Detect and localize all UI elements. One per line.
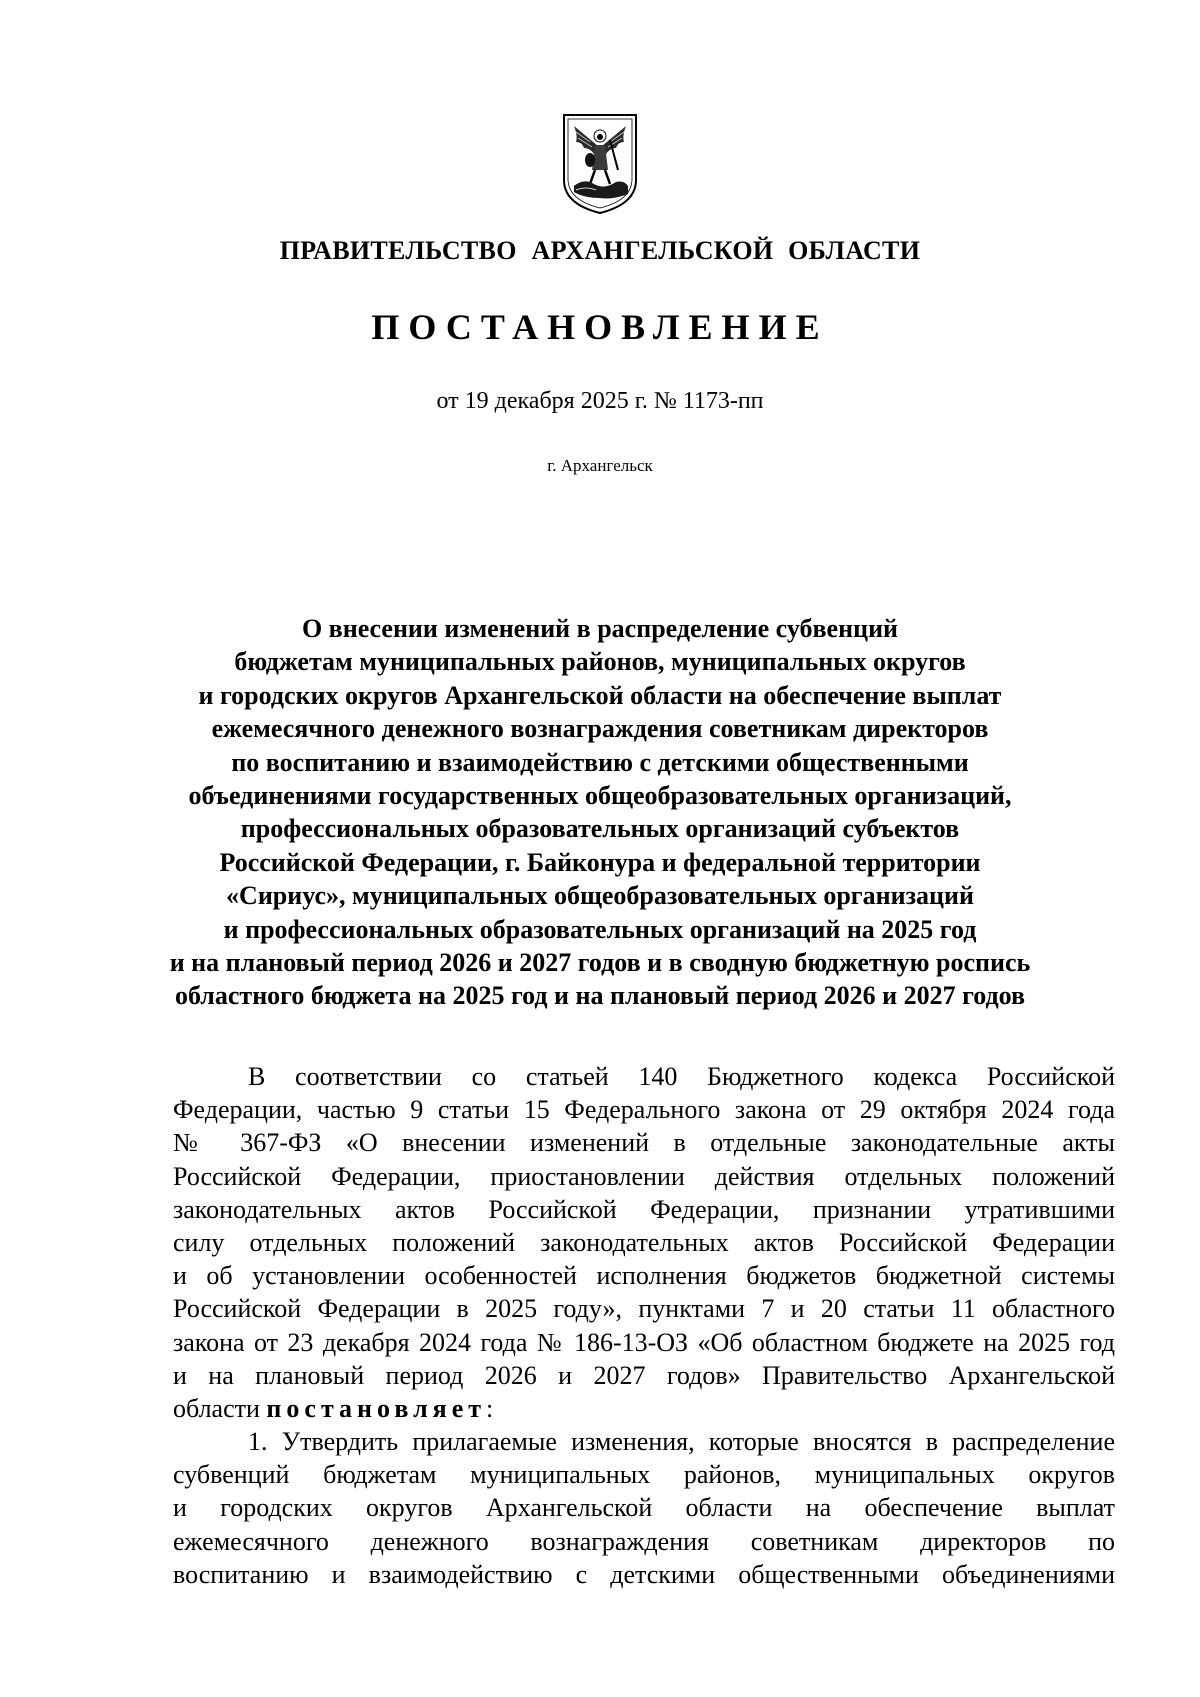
body-line: силу отдельных положений законодательных актов Российской Федерации <box>173 1227 1115 1257</box>
coat-of-arms-emblem <box>560 112 640 216</box>
document-city: г. Архангельск <box>547 456 653 475</box>
document-subject <box>150 612 1050 1013</box>
body-line: Российской Федерации в 2025 году», пунктами 7 и 20 статьи 11 областного <box>173 1294 1115 1324</box>
subject-line: и на плановый период 2026 и 2027 годов и в сводную бюджетную роспись <box>169 948 1031 978</box>
resolves-keyword: постановляет <box>266 1393 487 1423</box>
subject-line: профессиональных образовательных организаций субъектов <box>240 814 960 844</box>
subject-line: и профессиональных образовательных организаций на 2025 год <box>223 914 977 944</box>
body-line: воспитанию и взаимодействию с детскими общественными объединениями <box>173 1559 1115 1589</box>
subject-line: по воспитанию и взаимодействию с детскими общественными <box>231 747 969 777</box>
body-line: субвенций бюджетам муниципальных районов, муниципальных округов <box>173 1460 1115 1490</box>
subject-line: «Сириус», муниципальных общеобразовательных организаций <box>226 881 974 911</box>
subject-line: объединениями государственных общеобразовательных организаций, <box>188 781 1012 811</box>
subject-line: областного бюджета на 2025 год и на плановый период 2026 и 2027 годов <box>174 981 1026 1011</box>
body-line: ежемесячного денежного вознаграждения советникам директоров по <box>173 1526 1115 1556</box>
body-line: и городских округов Архангельской области на обеспечение выплат <box>173 1493 1115 1523</box>
document-date-number: от 19 декабря 2025 г. № 1173-пп <box>436 388 764 414</box>
document-body <box>173 1060 1115 1591</box>
subject-line: Российской Федерации, г. Байконура и федеральной территории <box>219 847 981 877</box>
body-line-suffix: : <box>486 1393 494 1423</box>
body-line: 1. Утвердить прилагаемые изменения, которые вносятся в распределение <box>248 1427 1115 1457</box>
body-line: № 367-ФЗ «О внесении изменений в отдельные законодательные акты <box>173 1128 1115 1158</box>
body-line-prefix: области <box>173 1393 267 1423</box>
subject-line: бюджетам муниципальных районов, муниципальных округов <box>234 647 966 677</box>
government-title: ПРАВИТЕЛЬСТВО АРХАНГЕЛЬСКОЙ ОБЛАСТИ <box>279 236 921 265</box>
document-type-title: ПОСТАНОВЛЕНИЕ <box>371 307 829 347</box>
body-line-resolves <box>173 1392 1115 1425</box>
subject-line: и городских округов Архангельской области на обеспечение выплат <box>198 680 1002 710</box>
body-line: и на плановый период 2026 и 2027 годов» Правительство Архангельской <box>173 1360 1115 1390</box>
subject-line: ежемесячного денежного вознаграждения советникам директоров <box>211 714 989 744</box>
body-line: В соответствии со статьей 140 Бюджетного кодекса Российской <box>248 1062 1115 1091</box>
subject-line: О внесении изменений в распределение субвенций <box>301 614 899 643</box>
body-line: Федерации, частью 9 статьи 15 Федерального закона от 29 октября 2024 года <box>173 1095 1115 1125</box>
body-line: закона от 23 декабря 2024 года № 186-13-ОЗ «Об областном бюджете на 2025 год <box>173 1327 1115 1357</box>
body-line: законодательных актов Российской Федерации, признании утратившими <box>173 1194 1115 1224</box>
body-line: Российской Федерации, приостановлении действия отдельных положений <box>173 1161 1115 1191</box>
body-line: и об установлении особенностей исполнения бюджетов бюджетной системы <box>173 1261 1115 1291</box>
